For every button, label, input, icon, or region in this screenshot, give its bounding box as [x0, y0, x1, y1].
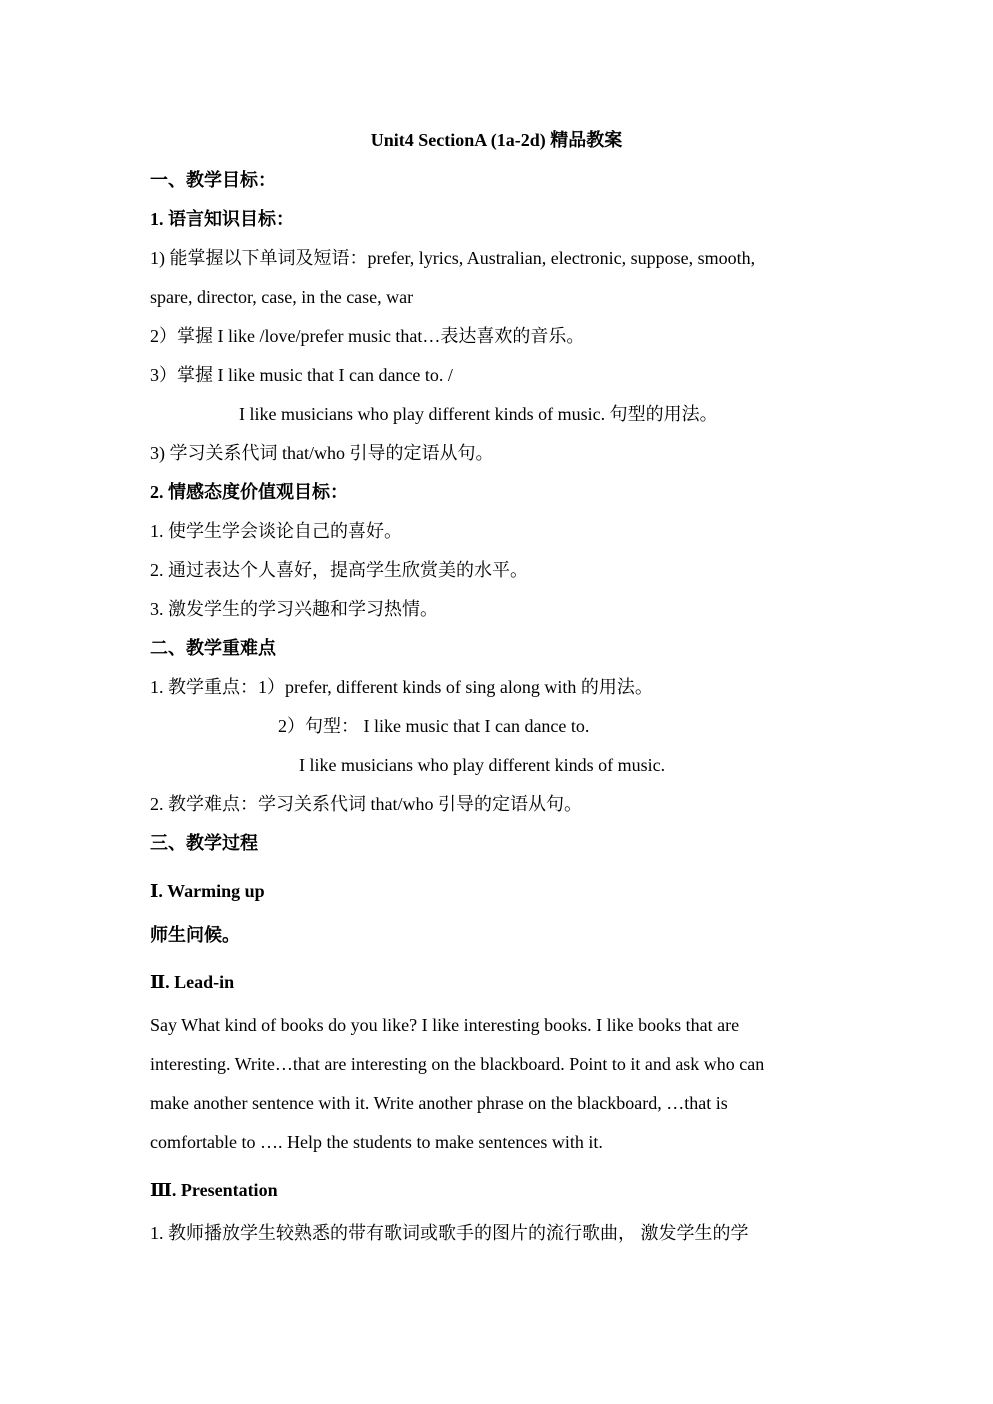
paragraph-line: 1) 能掌握以下单词及短语：prefer, lyrics, Australian, electronic, suppose, smooth, — [150, 248, 756, 268]
paragraph-line: make another sentence with it. Write another phrase on the blackboard, …that is — [150, 1093, 728, 1113]
paragraph-line: 3) 学习关系代词 that/who 引导的定语从句。 — [150, 443, 494, 463]
section-heading: 二、教学重难点 — [150, 638, 276, 658]
paragraph-line: I like musicians who play different kinds of music. 句型的用法。 — [239, 404, 718, 424]
paragraph-line: 2）掌握 I like /love/prefer music that…表达喜欢的音乐。 — [150, 326, 585, 346]
paragraph-line: I like musicians who play different kinds of music. — [299, 755, 666, 775]
subsection-heading: 2. 情感态度价值观目标： — [150, 482, 348, 502]
paragraph-line: Say What kind of books do you like? I like interesting books. I like books that are — [150, 1015, 740, 1035]
paragraph-line: 1. 教学重点：1）prefer, different kinds of sing along with 的用法。 — [150, 677, 653, 697]
step-heading: Ⅲ. Presentation — [150, 1180, 278, 1200]
paragraph-line: comfortable to …. Help the students to make sentences with it. — [150, 1132, 603, 1152]
paragraph-line: 3）掌握 I like music that I can dance to. / — [150, 365, 453, 385]
paragraph-line: 1. 使学生学会谈论自己的喜好。 — [150, 521, 402, 541]
subsection-heading: 1. 语言知识目标： — [150, 209, 294, 229]
paragraph-line: 2）句型： I like music that I can dance to. — [278, 716, 590, 736]
step-heading: Ⅱ. Lead-in — [150, 972, 235, 992]
paragraph-line: spare, director, case, in the case, war — [150, 287, 414, 307]
paragraph-line: 师生问候。 — [150, 925, 240, 945]
paragraph-line: 1. 教师播放学生较熟悉的带有歌词或歌手的图片的流行歌曲， 激发学生的学 — [150, 1223, 749, 1243]
section-heading: 一、教学目标： — [150, 170, 276, 190]
paragraph-line: 3. 激发学生的学习兴趣和学习热情。 — [150, 599, 438, 619]
paragraph-line: 2. 通过表达个人喜好，提高学生欣赏美的水平。 — [150, 560, 528, 580]
step-heading: Ⅰ. Warming up — [150, 881, 265, 901]
paragraph-line: 2. 教学难点：学习关系代词 that/who 引导的定语从句。 — [150, 794, 582, 814]
section-heading: 三、教学过程 — [150, 833, 258, 853]
document-title: Unit4 SectionA (1a-2d) 精品教案 — [370, 130, 623, 150]
paragraph-line: interesting. Write…that are interesting on the blackboard. Point to it and ask who can — [150, 1054, 765, 1074]
